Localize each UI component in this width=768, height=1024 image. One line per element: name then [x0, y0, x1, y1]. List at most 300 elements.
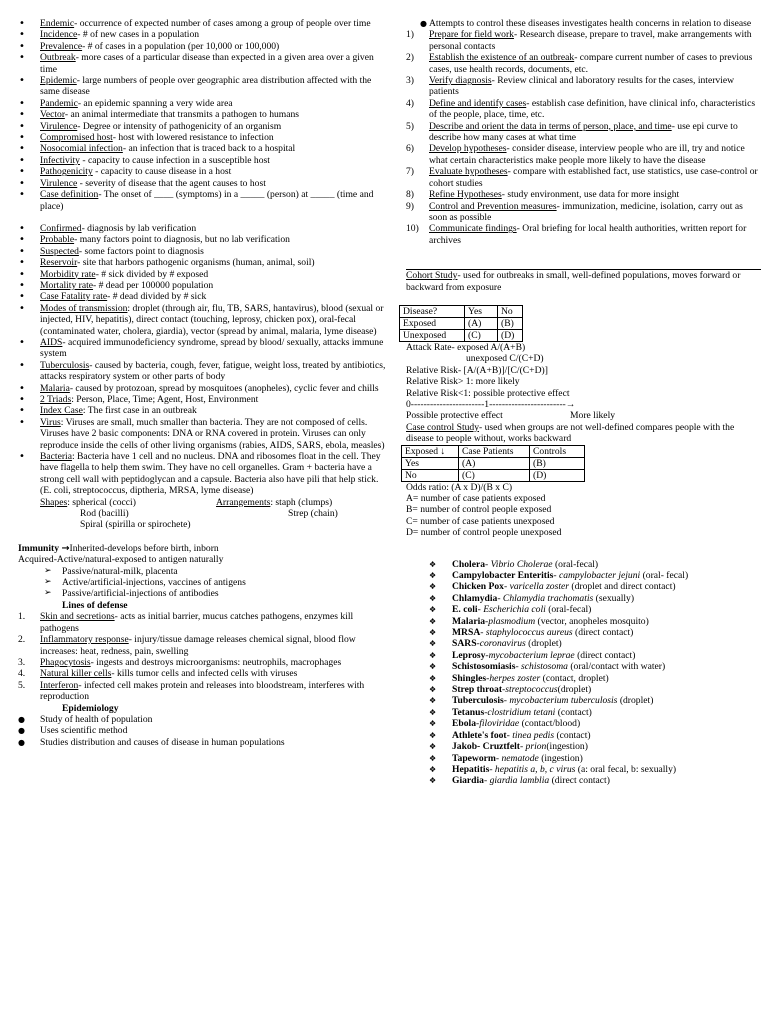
definition-item — [0, 52, 388, 75]
item-number: 10) — [406, 223, 419, 235]
table-cell: Yes — [402, 457, 459, 469]
disease-item — [402, 616, 758, 627]
disease-item — [402, 638, 758, 649]
table-row — [400, 305, 523, 317]
table-cell: Controls — [530, 445, 585, 457]
disease-name: Giardia — [452, 775, 484, 787]
disease-item — [402, 604, 758, 615]
term-description: - study environment, use data for more insight — [501, 189, 680, 201]
immunity-item: ➢ Passive/natural-milk, placenta — [0, 566, 388, 577]
term: Index Case — [40, 405, 83, 417]
term-description: - infected cell makes protein and releases into bloodstream, interferes with reproduction — [40, 679, 365, 703]
term-description: - compare with established fact, use statistics, use case-control or cohort studies — [429, 166, 758, 189]
disease-organism: schistosoma — [521, 661, 568, 673]
term-description: - capacity to cause disease in a host — [92, 166, 232, 178]
lines-of-defense-title — [0, 600, 388, 611]
defense-item — [0, 657, 388, 668]
term-description: - # dead divided by # sick — [107, 291, 207, 303]
disease-organism: plasmodium — [488, 615, 536, 627]
epidemiology-list — [0, 714, 388, 748]
epidemiology-item: ● Studies distribution and causes of disease in human populations — [0, 737, 388, 748]
term-description: - Review clinical and laboratory results for the cases, interview patients — [429, 75, 735, 98]
disease-separator: - — [483, 775, 490, 787]
disease-transmission: (contact, droplet) — [540, 672, 609, 684]
odds-ratio: Odds ratio: (A x D)/(B x C) — [406, 481, 513, 493]
diseases-list — [402, 559, 758, 787]
term-description: - large numbers of people over geographic area distribution affected with the same disease — [40, 75, 372, 98]
table-cell: (B) — [498, 317, 523, 329]
term-description: - ingests and destroys microorganisms: neutrophils, macrophages — [90, 656, 342, 668]
table-cell: (C) — [465, 329, 498, 341]
disease-organism: streptococcus — [505, 684, 558, 696]
defense-item — [0, 634, 388, 657]
term: Suspected — [40, 245, 79, 257]
term-description: - caused by bacteria, cough, fever, fatigue, weight loss, treated by antibiotics, attacks respiratory system or other parts of body — [40, 359, 386, 383]
disease-organism: coronavirus — [479, 638, 526, 650]
disease-organism: clostridium tetani — [487, 706, 556, 718]
immunity-list — [0, 566, 388, 600]
term: Refine Hypotheses — [429, 189, 502, 201]
disease-item — [402, 775, 758, 786]
arrangements-label: Arrangements — [216, 496, 271, 508]
table-cell: Exposed ↓ — [402, 445, 459, 457]
term: Probable — [40, 234, 75, 246]
term: Phagocytosis — [40, 656, 91, 668]
disease-transmission: (oral-fecal) — [545, 604, 592, 616]
disease-name: Leprosy — [452, 649, 486, 661]
shapes-row-3 — [0, 519, 388, 530]
disease-item — [402, 741, 758, 752]
case-control-paragraph — [402, 422, 758, 445]
term: Case Fatality rate — [40, 291, 108, 303]
term-description: - use epi curve to describe how many cases at what time — [429, 120, 738, 144]
disease-separator: - — [502, 684, 506, 696]
right-column — [402, 18, 758, 787]
disease-item — [402, 673, 758, 684]
disease-name: Tuberculosis — [452, 695, 504, 707]
term: Natural killer cells — [40, 668, 112, 680]
risk-scale-labels — [402, 410, 758, 421]
cohort-study-paragraph — [402, 270, 758, 293]
acquired-line: Acquired-Active/natural-exposed to antigen naturally — [18, 554, 224, 566]
shapes-third: Spiral (spirilla or spirochete) — [80, 519, 191, 531]
shapes-second: Rod (bacilli) — [80, 508, 129, 520]
disease-separator: - — [485, 558, 491, 570]
term-description: - kills tumor cells and infected cells with viruses — [111, 668, 298, 680]
term: Reservoir — [40, 257, 78, 269]
term-description: - many factors point to diagnosis, but no lab verification — [74, 234, 290, 246]
definitions-list — [0, 18, 388, 212]
term: Nosocomial infection — [40, 143, 123, 155]
table-cell: (B) — [530, 457, 585, 469]
term-description: - host with lowered resistance to infection — [112, 132, 274, 144]
disease-separator: - — [515, 661, 522, 673]
table-row — [402, 469, 585, 481]
definition-item — [0, 189, 388, 212]
disease-item — [402, 627, 758, 638]
disease-organism: prion — [525, 741, 547, 753]
attack-rate-unexposed: unexposed C/(C+D) — [466, 353, 544, 365]
disease-item — [402, 570, 758, 581]
disease-transmission: (a: oral fecal, b: sexually) — [575, 763, 677, 775]
disease-name: E. coli — [452, 604, 478, 616]
table-row — [402, 457, 585, 469]
term: Morbidity rate — [40, 268, 96, 280]
term: Endemic — [40, 18, 75, 29]
legend-line: B= number of control people exposed — [406, 504, 552, 516]
case-control-text: - used when groups are not well-defined compares people with the disease to people without, works backward — [406, 421, 735, 445]
disease-organism: Escherichia coli — [483, 604, 546, 616]
disease-separator: - — [553, 570, 559, 582]
term: Malaria — [40, 382, 70, 394]
disease-organism: nematode — [501, 752, 539, 764]
disease-transmission: (contact) — [554, 729, 591, 741]
term: Prevalence — [40, 40, 83, 52]
table-cell: (A) — [465, 317, 498, 329]
item-number: 7) — [406, 166, 414, 178]
disease-separator: - — [519, 741, 526, 753]
table-cell: (C) — [459, 469, 530, 481]
term: Describe and orient the data in terms of person, place, and time — [429, 120, 672, 132]
immunity-arrow: → — [61, 542, 70, 554]
immunity-item: ➢ Passive/artificial-injections of antibodies — [0, 588, 388, 599]
disease-item — [402, 764, 758, 775]
epidemiology-item: ● Study of health of population — [0, 714, 388, 725]
term: Vector — [40, 109, 65, 121]
relative-risk-lt: Relative Risk<1: possible protective effect — [406, 387, 570, 399]
table-cell: (D) — [498, 329, 523, 341]
item-number: 5. — [18, 679, 26, 691]
disease-transmission: (droplet and direct contact) — [569, 581, 676, 593]
term: Virulence — [40, 177, 78, 189]
outbreak-step — [402, 201, 758, 224]
term: Define and identify cases — [429, 97, 527, 109]
disease-name: Tapeworm — [452, 752, 496, 764]
disease-transmission: (ingestion) — [538, 752, 583, 764]
disease-name: Shingles — [452, 672, 487, 684]
term: Establish the existence of an outbreak — [429, 52, 575, 64]
disease-organism: tinea pedis — [512, 729, 555, 741]
term-description: - compare current number of cases to previous cases, use health records, documents, etc. — [429, 52, 753, 75]
item-number: 2) — [406, 52, 414, 64]
terms-list — [0, 223, 388, 497]
case-control-table — [401, 445, 585, 482]
term-description: - consider disease, interview people who are ill, try and notice what certain characteristics make people more likely to have the disease — [429, 143, 745, 166]
term-item — [0, 394, 388, 405]
term: Pathogenicity — [40, 166, 93, 178]
shapes-row-2 — [0, 508, 388, 519]
scale-right-label: More likely — [570, 410, 616, 422]
term: Interferon — [40, 679, 79, 691]
disease-transmission: (oral-fecal) — [552, 558, 599, 570]
term-item — [0, 383, 388, 394]
term-item — [0, 337, 388, 360]
disease-separator: - — [485, 615, 489, 627]
epidemiology-item: ● Uses scientific method — [0, 725, 388, 736]
disease-separator: - — [476, 718, 480, 730]
attack-rate: Attack Rate- exposed A/(A+B) — [406, 341, 526, 353]
term-description: - acquired immunodeficiency syndrome, spread by blood/ sexually, attacks immune system — [40, 336, 384, 360]
defense-item — [0, 611, 388, 634]
table-cell: Yes — [465, 305, 498, 317]
item-number: 3) — [406, 75, 414, 87]
term-item — [0, 223, 388, 234]
outbreak-step — [402, 98, 758, 121]
term-description: - more cases of a particular disease than expected in a given area over a given time — [40, 52, 374, 75]
term: AIDS — [40, 336, 63, 348]
disease-name: Chicken Pox — [452, 581, 504, 593]
cohort-table — [399, 305, 523, 342]
term: Control and Prevention measures — [429, 200, 557, 212]
term-description: - # dead per 100000 population — [93, 279, 214, 291]
disease-organism: campylobacter jejuni — [558, 570, 641, 582]
definition-item — [0, 109, 388, 120]
disease-separator: - — [480, 627, 486, 639]
outbreak-step — [402, 143, 758, 166]
table-cell: Case Patients — [459, 445, 530, 457]
disease-organism: varicella zoster — [509, 581, 569, 593]
definition-item — [0, 155, 388, 166]
definition-item — [0, 18, 388, 29]
disease-organism: hepatitis a, b, c virus — [494, 763, 576, 775]
defense-item — [0, 668, 388, 679]
table-row — [400, 317, 523, 329]
term-description: : Bacteria have 1 cell and no nucleus. DNA and ribosomes float in the cell. They have flagella to help them swim. They have no cell organelles. Gram + bacteria have a strong cell wall with peptidoglycan and a capsule. Bacteria also have pili that help stick. (E. coli, streptococcus, diptheria, MRSA, lyme disease) — [40, 451, 381, 497]
item-number: 5) — [406, 120, 414, 132]
outbreak-steps-list — [402, 29, 758, 246]
case-control-term: Case control Study — [406, 421, 480, 433]
term: Develop hypotheses — [429, 143, 507, 155]
disease-transmission: (direct contact) — [574, 649, 636, 661]
definition-item — [0, 121, 388, 132]
term-description: : droplet (through air, flu, TB, SARS, hantavirus), blood (sexual or injected, HIV, hepatitis), direct contact (touching, leprosy, chicken pox), oral-fecal (contaminated water, cholera, giardia), vector (spread by animal, malaria, lyme disease) — [40, 302, 384, 337]
term: Outbreak — [40, 52, 76, 64]
disease-transmission: (droplet) — [617, 695, 654, 707]
cohort-term: Cohort Study — [406, 270, 458, 282]
disease-organism: staphylococcus aureus — [485, 627, 573, 639]
term-item — [0, 360, 388, 383]
disease-transmission: (oral/contact with water) — [567, 661, 666, 673]
disease-transmission: (droplet) — [557, 684, 592, 696]
disease-separator: - — [497, 592, 503, 604]
term: Tuberculosis — [40, 359, 90, 371]
disease-transmission: (oral- fecal) — [640, 570, 689, 582]
disease-separator: - — [489, 763, 495, 775]
disease-separator: - — [476, 638, 480, 650]
term-description: - occurrence of expected number of cases among a group of people over time — [74, 18, 371, 29]
shapes-label: Shapes — [40, 496, 68, 508]
term: Confirmed — [40, 222, 82, 234]
disease-organism: mycobacterium leprae — [488, 649, 575, 661]
term: Mortality rate — [40, 279, 94, 291]
disease-separator: - — [486, 672, 490, 684]
term-description: - an epidemic spanning a very wide area — [77, 97, 233, 109]
item-number: 3. — [18, 656, 26, 668]
immunity-text: Inherited-develops before birth, inborn — [69, 542, 219, 554]
item-number: 4. — [18, 668, 26, 680]
scale-left-label: Possible protective effect — [406, 410, 503, 422]
table-cell: Unexposed — [400, 329, 465, 341]
disease-item — [402, 684, 758, 695]
disease-organism: Chlamydia trachomatis — [502, 592, 594, 604]
term: Modes of transmission — [40, 302, 128, 314]
term-item — [0, 246, 388, 257]
term-description: - an infection that is traced back to a hospital — [122, 143, 296, 155]
outbreak-step — [402, 189, 758, 200]
term-description: - acts as initial barrier, mucus catches pathogens, enzymes kill pathogens — [40, 611, 354, 634]
item-number: 1. — [18, 611, 26, 623]
disease-name: Jakob- Cruztfelt — [452, 741, 520, 753]
term-description: - injury/tissue damage releases chemical signal, blood flow increases: heat, redness, pain, swelling — [40, 634, 356, 657]
disease-organism: Vibrio Cholerae — [490, 558, 553, 570]
immunity-label: Immunity — [18, 542, 60, 554]
disease-separator: - — [503, 695, 510, 707]
table-cell: No — [498, 305, 523, 317]
term-description: - Research disease, prepare to travel, make arrangements with personal contacts — [429, 29, 752, 52]
term-item — [0, 405, 388, 416]
disease-transmission: (contact/blood) — [519, 718, 581, 730]
term-description: - diagnosis by lab verification — [81, 222, 197, 234]
cohort-text: - used for outbreaks in small, well-defined populations, moves forward or backward from exposure — [406, 270, 741, 293]
shapes-first: : spherical (cocci) — [67, 496, 136, 508]
immunity-line — [0, 543, 388, 554]
term: Pandemic — [40, 97, 78, 109]
disease-separator: - — [485, 649, 489, 661]
item-number: 8) — [406, 189, 414, 201]
term-item — [0, 451, 388, 497]
defense-item — [0, 680, 388, 703]
legend-line: A= number of case patients exposed — [406, 492, 546, 504]
term: 2 Triads — [40, 394, 72, 405]
relative-risk-gt: Relative Risk> 1: more likely — [406, 376, 520, 388]
disease-organism: giardia lamblia — [489, 775, 550, 787]
term-item — [0, 269, 388, 280]
disease-name: Tetanus — [452, 706, 485, 718]
term: Communicate findings — [429, 223, 517, 235]
term: Verify diagnosis — [429, 75, 492, 87]
disease-separator: - — [503, 581, 510, 593]
term: Case definition — [40, 189, 99, 201]
disease-item — [402, 695, 758, 706]
definition-item — [0, 29, 388, 40]
relative-risk: Relative Risk- [A/(A+B)]/[C/(C+D)] — [406, 364, 548, 376]
disease-item — [402, 650, 758, 661]
disease-item — [402, 707, 758, 718]
term-description: : The first case in an outbreak — [82, 405, 197, 417]
disease-organism: filoviridae — [479, 718, 520, 730]
term-description: - capacity to cause infection in a susceptible host — [79, 154, 270, 166]
term-description: : Viruses are small, much smaller than bacteria. They are not composed of cells. Viruses have 2 basic components: DNA or RNA covered in protein. Viruses can only reproduce inside the cells of other living organisms (rabies, AIDS, SARS, ebola, measles) — [40, 416, 385, 451]
table-cell: Disease? — [400, 305, 465, 317]
term: Skin and secretions — [40, 611, 115, 623]
arrangements-first: : staph (clumps) — [270, 496, 333, 508]
term-description: - # of cases in a population (per 10,000 or 100,000) — [82, 40, 280, 52]
disease-name: Schistosomiasis — [452, 661, 516, 673]
term: Infectivity — [40, 154, 80, 166]
odds-legend — [402, 493, 758, 539]
term: Bacteria — [40, 451, 72, 463]
term: Compromised host — [40, 132, 113, 144]
disease-transmission: (direct contact) — [572, 627, 634, 639]
term-description: - caused by protozoan, spread by mosquitoes (anopheles), cyclic fever and chills — [69, 382, 379, 394]
term-description: - # sick divided by # exposed — [95, 268, 209, 280]
disease-transmission: (sexually) — [593, 592, 635, 604]
definition-item — [0, 41, 388, 52]
disease-name: Cholera — [452, 558, 486, 570]
legend-line: C= number of case patients unexposed — [406, 515, 555, 527]
legend-line: D= number of control people unexposed — [406, 527, 562, 539]
item-number: 4) — [406, 97, 414, 109]
disease-organism: mycobacterium tuberculosis — [509, 695, 618, 707]
disease-separator: - — [506, 729, 513, 741]
intro-text: Attempts to control these diseases investigates health concerns in relation to disease — [429, 18, 752, 29]
disease-item — [402, 593, 758, 604]
term-item — [0, 280, 388, 291]
term-item — [0, 417, 388, 451]
table-cell: Exposed — [400, 317, 465, 329]
disease-name: Athlete's foot — [452, 729, 507, 741]
disease-item — [402, 559, 758, 570]
disease-name: Hepatitis — [452, 763, 490, 775]
outbreak-step — [402, 223, 758, 246]
disease-transmission: (droplet) — [525, 638, 562, 650]
arrangements-second: Strep (chain) — [288, 508, 338, 520]
term-description: - # of new cases in a population — [77, 29, 200, 41]
defense-list — [0, 611, 388, 702]
item-number: 2. — [18, 634, 26, 646]
table-cell: (D) — [530, 469, 585, 481]
table-cell: (A) — [459, 457, 530, 469]
term-description: - an animal intermediate that transmits a pathogen to humans — [64, 109, 300, 121]
term-description: - establish case definition, have clinical info, characteristics of the people, place, time, etc. — [429, 97, 756, 121]
risk-scale-line: 0-----------------------1------------------------→ — [406, 398, 576, 410]
item-number: 1) — [406, 29, 414, 41]
term-item — [0, 257, 388, 268]
term-description: - immunization, medicine, isolation, carry out as soon as possible — [429, 200, 743, 223]
disease-name: Chlamydia — [452, 592, 498, 604]
definition-item — [0, 132, 388, 143]
shapes-row — [0, 497, 388, 508]
term-description: - severity of disease that the agent causes to host — [77, 177, 266, 189]
disease-item — [402, 730, 758, 741]
table-cell: No — [402, 469, 459, 481]
term: Evaluate hypotheses — [429, 166, 508, 178]
disease-separator: - — [495, 752, 502, 764]
intro-item — [402, 18, 758, 29]
term: Epidemic — [40, 75, 77, 87]
term: Inflammatory response — [40, 634, 129, 646]
intro-list — [402, 18, 758, 29]
term-description: - site that harbors pathogenic organisms (human, animal, soil) — [77, 257, 315, 269]
disease-separator: - — [484, 706, 488, 718]
definition-item — [0, 166, 388, 177]
disease-name: SARS — [452, 638, 477, 650]
table-row — [402, 445, 585, 457]
lines-of-defense-heading: Lines of defense — [62, 599, 128, 611]
item-number: 6) — [406, 143, 414, 155]
outbreak-step — [402, 75, 758, 98]
item-number: 9) — [406, 200, 414, 212]
term-description: - Degree or intensity of pathogenicity of an organism — [77, 120, 282, 132]
term-description: : Person, Place, Time; Agent, Host, Environment — [71, 394, 259, 405]
term: Prepare for field work — [429, 29, 514, 41]
left-column — [0, 18, 388, 748]
disease-name: MRSA — [452, 627, 481, 639]
disease-item — [402, 718, 758, 729]
disease-name: Campylobacter Enteritis — [452, 570, 554, 582]
term: Virus — [40, 416, 61, 428]
term-item — [0, 291, 388, 302]
